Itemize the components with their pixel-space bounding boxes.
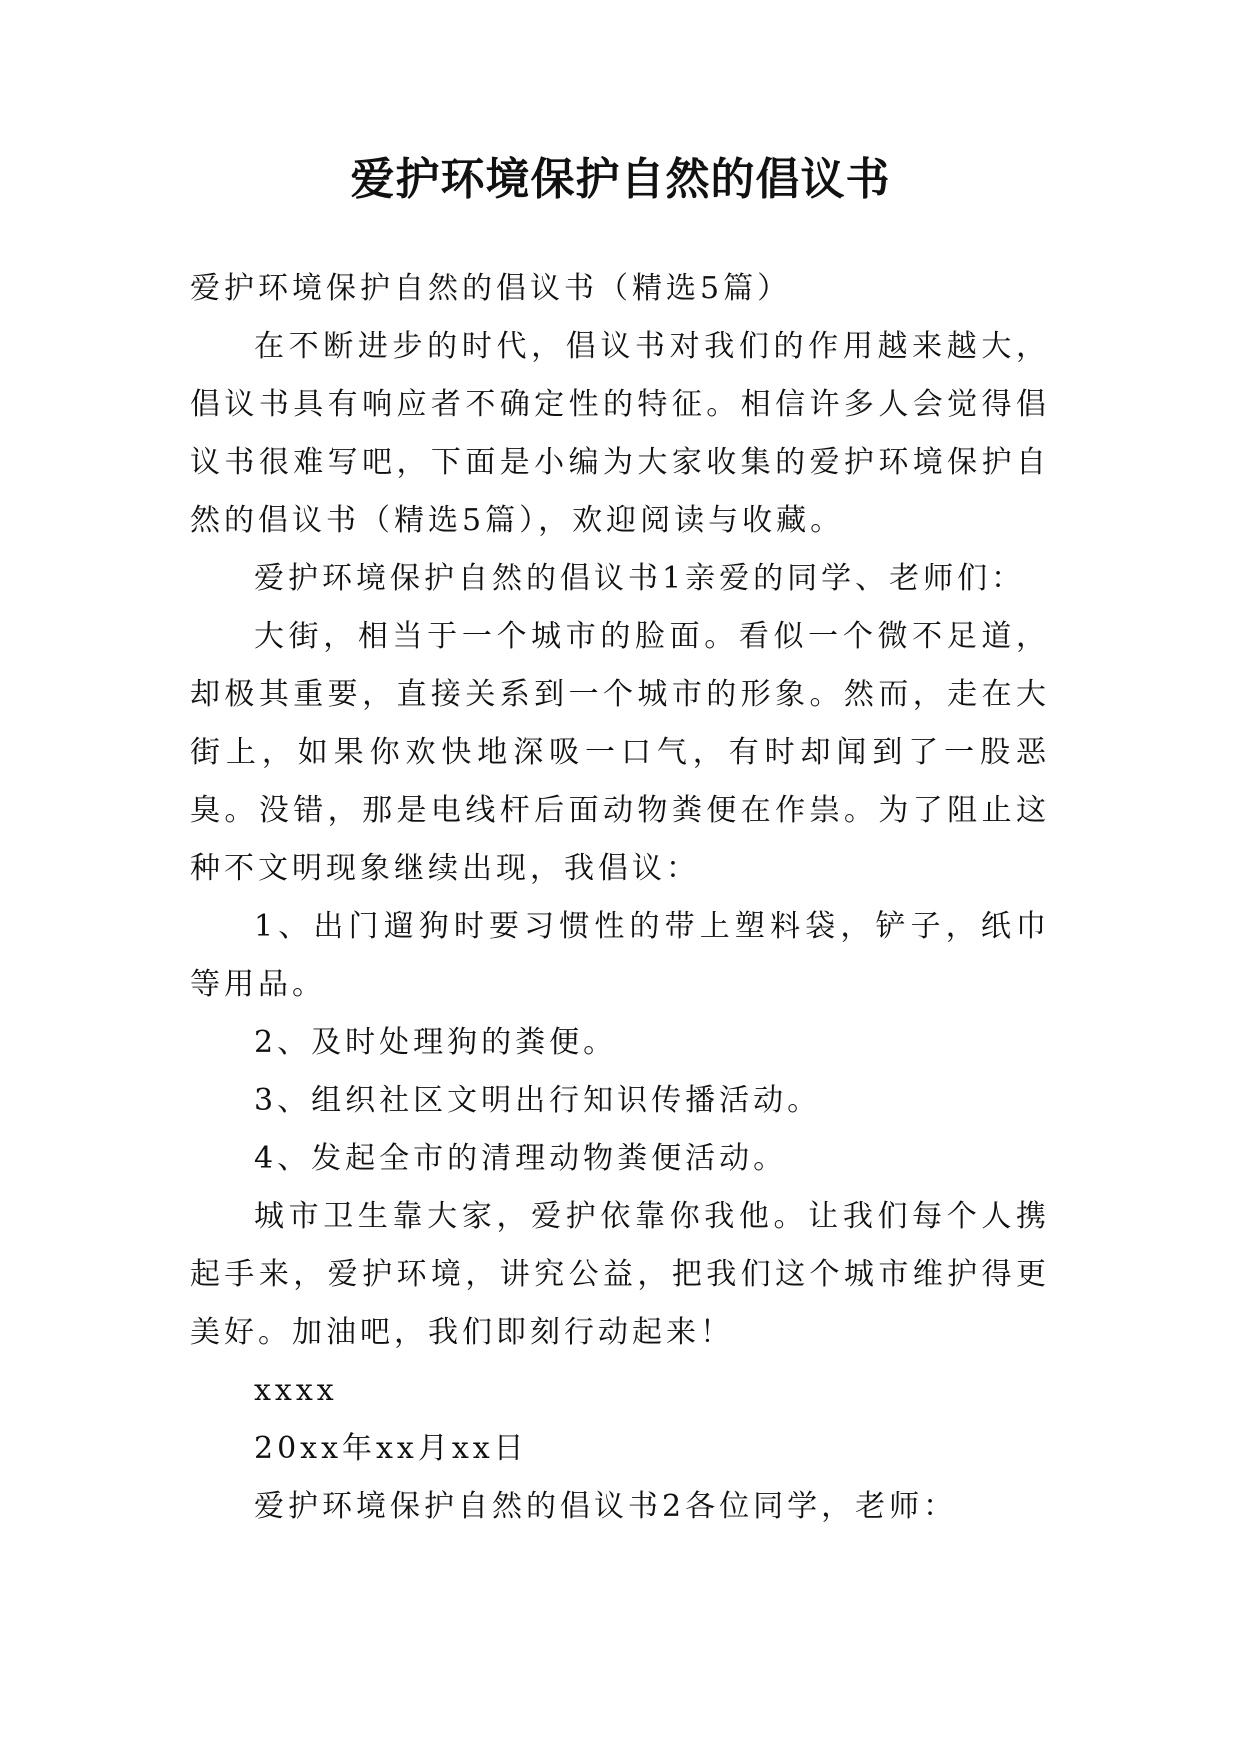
document-title: 爱护环境保护自然的倡议书 [350, 154, 891, 205]
proposal-item-4: 4、发起全市的清理动物粪便活动。 [254, 1141, 788, 1176]
document-subtitle: 爱护环境保护自然的倡议书（精选5篇） [190, 271, 792, 306]
closing-paragraph: 城市卫生靠大家，爱护依靠你我他。让我们每个人携起手来，爱护环境，讲究公益，把我们这个城市维护得更美好。加油吧，我们即刻行动起来！ [190, 1199, 1050, 1350]
body-paragraph: 大街，相当于一个城市的脸面。看似一个微不足道，却极其重要，直接关系到一个城市的形象。然而，走在大街上，如果你欢快地深吸一口气，有时却闻到了一股恶臭。没错，那是电线杆后面动物粪便在作祟。为了阻止这种不文明现象继续出现，我倡议： [190, 619, 1050, 886]
date-line: 20xx年xx月xx日 [254, 1431, 528, 1466]
proposal-item-2: 2、及时处理狗的粪便。 [254, 1025, 618, 1060]
proposal-item-1: 1、出门遛狗时要习惯性的带上塑料袋，铲子，纸巾等用品。 [190, 909, 1050, 1002]
intro-paragraph: 在不断进步的时代，倡议书对我们的作用越来越大，倡议书具有响应者不确定性的特征。相信许多人会觉得倡议书很难写吧，下面是小编为大家收集的爱护环境保护自然的倡议书（精选5篇），欢迎阅读与收藏。 [190, 329, 1050, 538]
document-body [190, 260, 1050, 1536]
proposal-item-3: 3、组织社区文明出行知识传播活动。 [254, 1083, 822, 1118]
letter-1-heading: 爱护环境保护自然的倡议书1亲爱的同学、老师们： [254, 561, 1026, 596]
signature: xxxx [254, 1373, 338, 1408]
letter-2-heading: 爱护环境保护自然的倡议书2各位同学，老师： [254, 1489, 958, 1524]
